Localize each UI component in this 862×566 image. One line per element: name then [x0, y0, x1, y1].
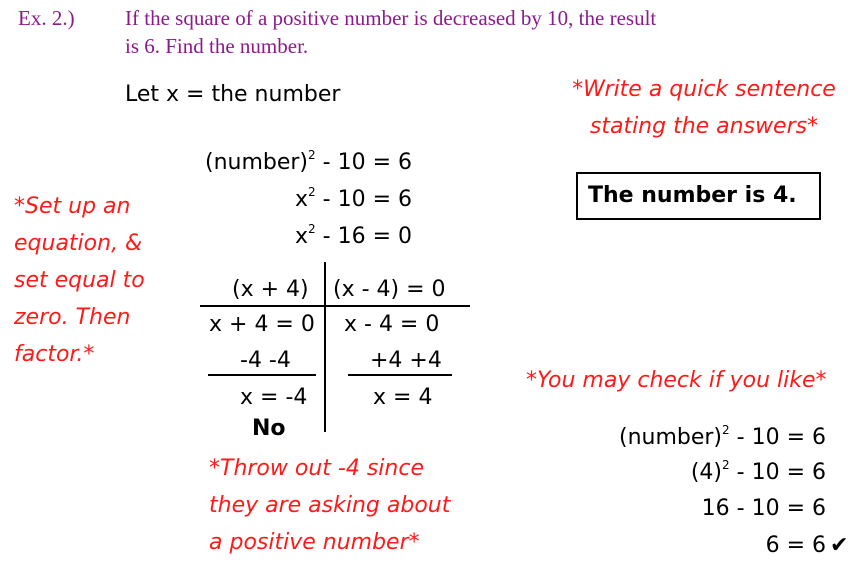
t-chart-vertical-line — [324, 262, 326, 432]
right-rule — [348, 374, 452, 376]
answer-text: The number is 4. — [588, 183, 797, 208]
problem-line-1: If the square of a positive number is decreased by 10, the result — [125, 6, 657, 30]
example-label: Ex. 2.) — [18, 6, 75, 30]
setup-equation-3: $x^2 - 16 = 0$ — [294, 221, 412, 249]
check-equation-3: 16 - 10 = 6 — [701, 496, 826, 521]
left-rule — [208, 374, 316, 376]
setup-equation-1: (number)$^2$ - 10 = 6 — [204, 147, 412, 175]
left-result: x = -4 — [240, 385, 308, 410]
checkmark-icon: ✔ — [830, 533, 849, 558]
check-equation-1: (number)$^2$ - 10 = 6 — [618, 422, 826, 450]
left-subtract: -4 -4 — [240, 348, 291, 373]
check-equation-2: $(4)^2 - 10 = 6$ — [690, 457, 826, 485]
left-equation: x + 4 = 0 — [209, 312, 315, 337]
reject-label: No — [252, 416, 286, 441]
setup-equation-2: $x^2 - 10 = 6$ — [294, 184, 412, 212]
right-factor: (x - 4) = 0 — [333, 277, 446, 302]
sentence-note: *Write a quick sentence stating the answers* — [572, 77, 836, 139]
right-add: +4 +4 — [370, 348, 442, 373]
setup-note: *Set up an equation, & set equal to zero. Then factor.* — [14, 194, 145, 367]
t-chart-horizontal-line — [200, 305, 470, 307]
check-equation-4: 6 = 6 — [765, 533, 826, 558]
right-result: x = 4 — [373, 385, 433, 410]
left-factor: (x + 4) — [232, 277, 309, 302]
right-equation: x - 4 = 0 — [344, 312, 440, 337]
check-note: *You may check if you like* — [526, 368, 827, 393]
throw-out-note: *Throw out -4 since they are asking about a positive number* — [209, 456, 451, 555]
let-statement: Let x = the number — [125, 82, 341, 107]
problem-line-2: is 6. Find the number. — [125, 34, 309, 58]
